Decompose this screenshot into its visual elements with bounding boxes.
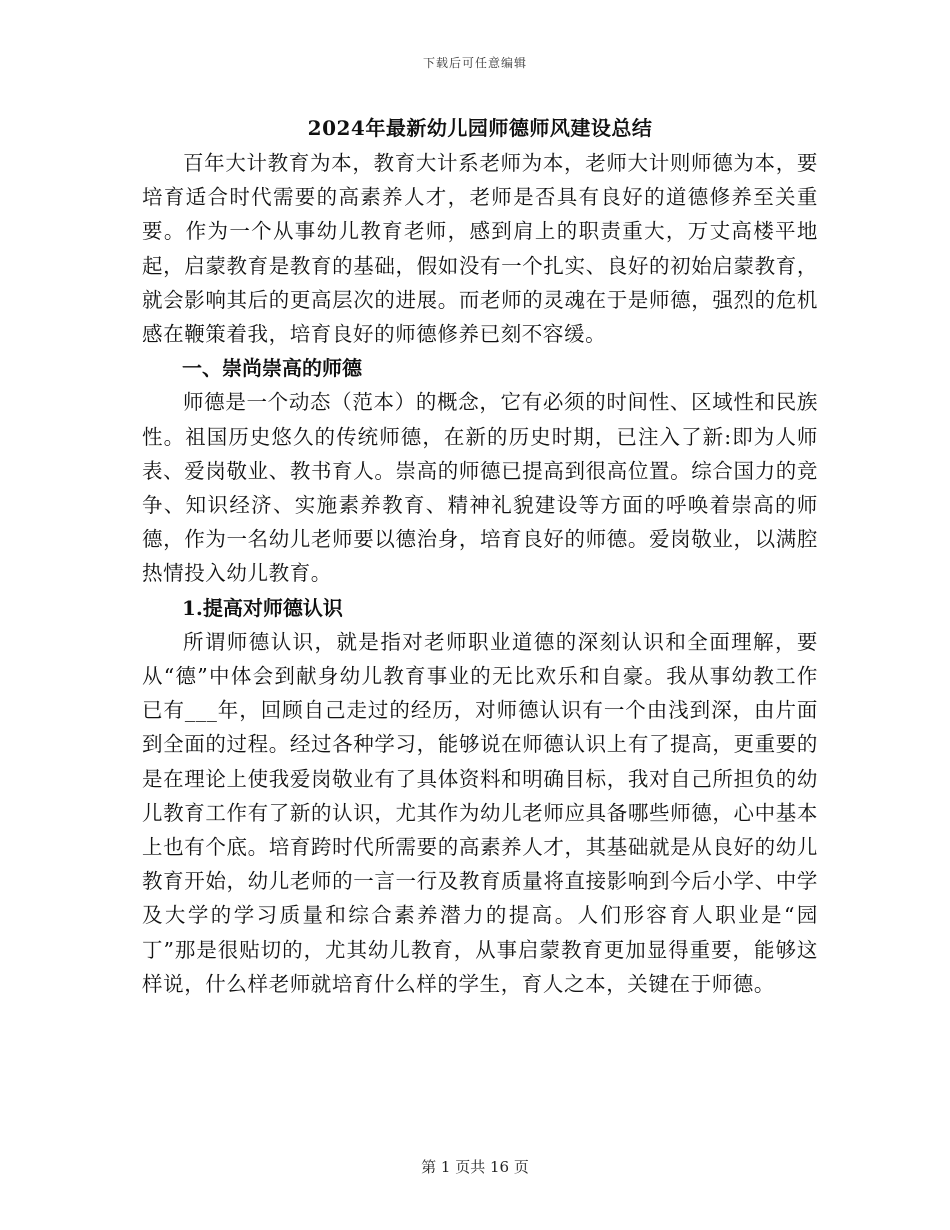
section-paragraph: 师德是一个动态（范本）的概念，它有必须的时间性、区域性和民族性。祖国历史悠久的传统师德，在新的历史时期，已注入了新:即为人师表、爱岗敬业、教书育人。崇高的师德已提高到很高位置。综合国力的竞争、知识经济、实施素养教育、精神礼貌建设等方面的呼唤着崇高的师德，作为一名幼儿老师要以德治身，培育良好的师德。爱岗敬业，以满腔热情投入幼儿教育。	[142, 390, 818, 586]
document-title: 2024年最新幼儿园师德师风建设总结	[307, 116, 653, 140]
document-body	[142, 112, 818, 1001]
page-number: 第 1 页共 16 页	[421, 1158, 529, 1176]
subsection-heading: 1.提高对师德认识	[182, 595, 343, 620]
header-note: 下载后可任意编辑	[422, 56, 527, 70]
intro-paragraph: 百年大计教育为本，教育大计系老师为本，老师大计则师德为本，要培育适合时代需要的高素养人才，老师是否具有良好的道德修养至关重要。作为一个从事幼儿教育老师，感到肩上的职责重大，万丈高楼平地起，启蒙教育是教育的基础，假如没有一个扎实、良好的初始启蒙教育，就会影响其后的更高层次的进展。而老师的灵魂在于是师德，强烈的危机感在鞭策着我，培育良好的师德修养已刻不容缓。	[142, 151, 818, 347]
section-heading: 一、崇尚崇高的师德	[182, 356, 362, 381]
subsection-paragraph: 所谓师德认识，就是指对老师职业道德的深刻认识和全面理解，要从“德”中体会到献身幼儿教育事业的无比欢乐和自豪。我从事幼教工作已有___年，回顾自己走过的经历，对师德认识有一个由浅到深，由片面到全面的过程。经过各种学习，能够说在师德认识上有了提高，更重要的是在理论上使我爱岗敬业有了具体资料和明确目标，我对自己所担负的幼儿教育工作有了新的认识，尤其作为幼儿老师应具备哪些师德，心中基本上也有个底。培育跨时代所需要的高素养人才，其基础就是从良好的幼儿教育开始，幼儿老师的一言一行及教育质量将直接影响到今后小学、中学及大学的学习质量和综合素养潜力的提高。人们形容育人职业是“园丁”那是很贴切的，尤其幼儿教育，从事启蒙教育更加显得重要，能够这样说，什么样老师就培育什么样的学生，育人之本，关键在于师德。	[142, 629, 818, 996]
